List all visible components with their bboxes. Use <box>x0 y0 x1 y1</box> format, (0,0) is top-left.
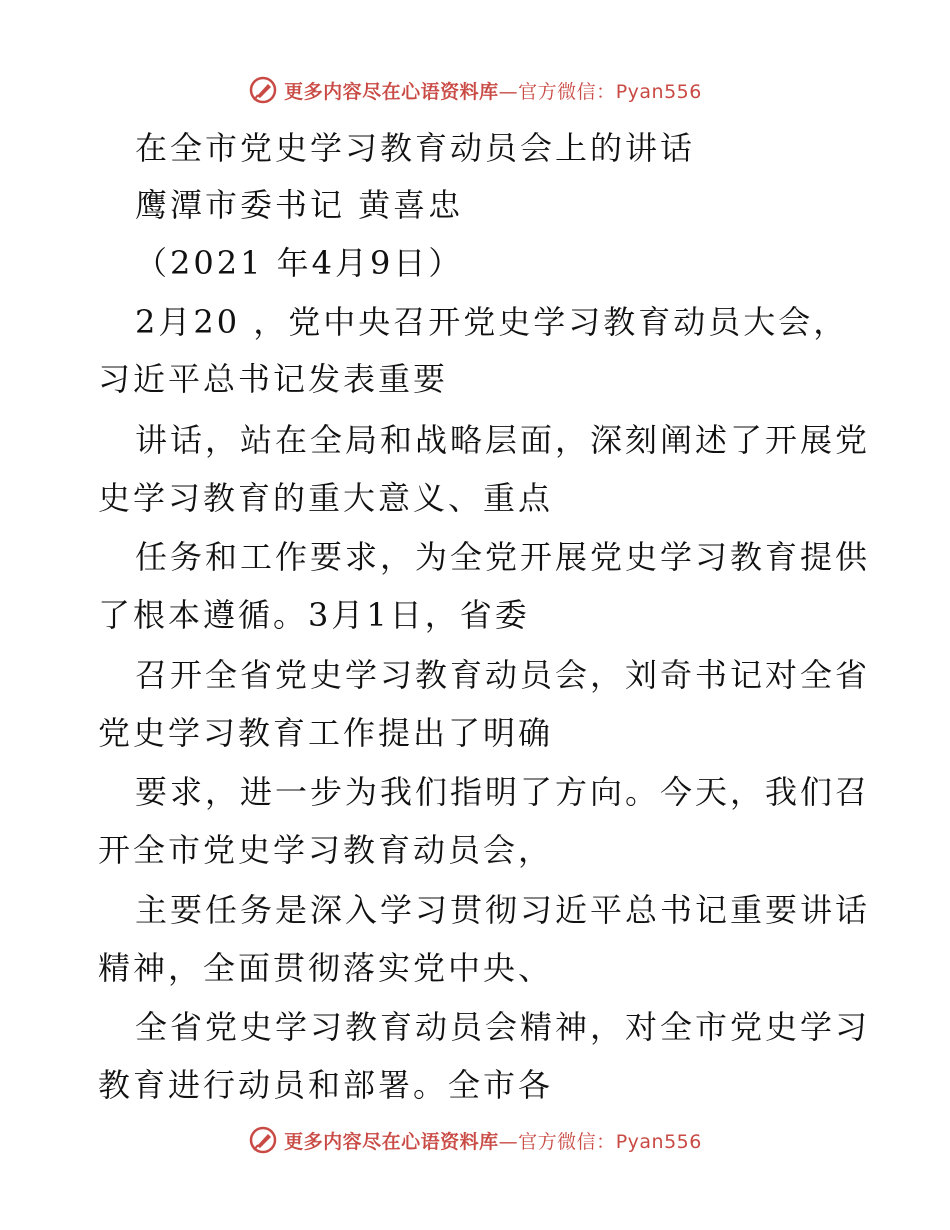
watermark-wechat-id: Pyan556 <box>615 1130 702 1153</box>
watermark-main: 更多内容尽在心语资料库 <box>284 1130 499 1153</box>
paragraph-line: 史学习教育的重大意义、重点 <box>98 479 554 517</box>
paragraph-line: 要求，进一步为我们指明了方向。今天，我们召 <box>135 773 871 811</box>
watermark-separator: — <box>498 1130 519 1153</box>
date-line: （2021 年4月9日） <box>135 244 464 282</box>
paragraph-line: 党史学习教育工作提出了明确 <box>98 714 554 752</box>
watermark-main: 更多内容尽在心语资料库 <box>284 80 499 103</box>
watermark-wechat-label: 官方微信： <box>518 80 616 103</box>
watermark-text <box>284 77 702 104</box>
paragraph-line: 主要任务是深入学习贯彻习近平总书记重要讲话 <box>135 891 871 929</box>
watermark-wechat-id: Pyan556 <box>615 80 702 103</box>
paragraph-line: 召开全省党史学习教育动员会，刘奇书记对全省 <box>135 656 871 694</box>
footer-watermark-banner <box>0 1120 950 1160</box>
quill-logo-icon <box>248 75 278 105</box>
watermark-wechat-label: 官方微信： <box>518 1130 616 1153</box>
document-title: 在全市党史学习教育动员会上的讲话 <box>135 129 696 167</box>
header-watermark-banner <box>0 70 950 110</box>
paragraph-line: 2月20 ，党中央召开党史学习教育动员大会， <box>135 303 849 341</box>
watermark-separator: — <box>498 80 519 103</box>
paragraph-line: 精神，全面贯彻落实党中央、 <box>98 949 554 987</box>
paragraph-line: 任务和工作要求，为全党开展党史学习教育提供 <box>135 538 871 576</box>
quill-logo-icon <box>248 1125 278 1155</box>
watermark-text <box>284 1127 702 1154</box>
paragraph-line: 习近平总书记发表重要 <box>98 360 449 398</box>
paragraph-line: 开全市党史学习教育动员会， <box>98 831 554 869</box>
paragraph-line: 了根本遵循。3月1日，省委 <box>98 596 530 634</box>
paragraph-line: 教育进行动员和部署。全市各 <box>98 1066 554 1104</box>
author-line: 鹰潭市委书记 黄喜忠 <box>135 186 464 224</box>
paragraph-line: 全省党史学习教育动员会精神，对全市党史学习 <box>135 1008 871 1046</box>
paragraph-line: 讲话，站在全局和战略层面，深刻阐述了开展党 <box>135 421 871 459</box>
